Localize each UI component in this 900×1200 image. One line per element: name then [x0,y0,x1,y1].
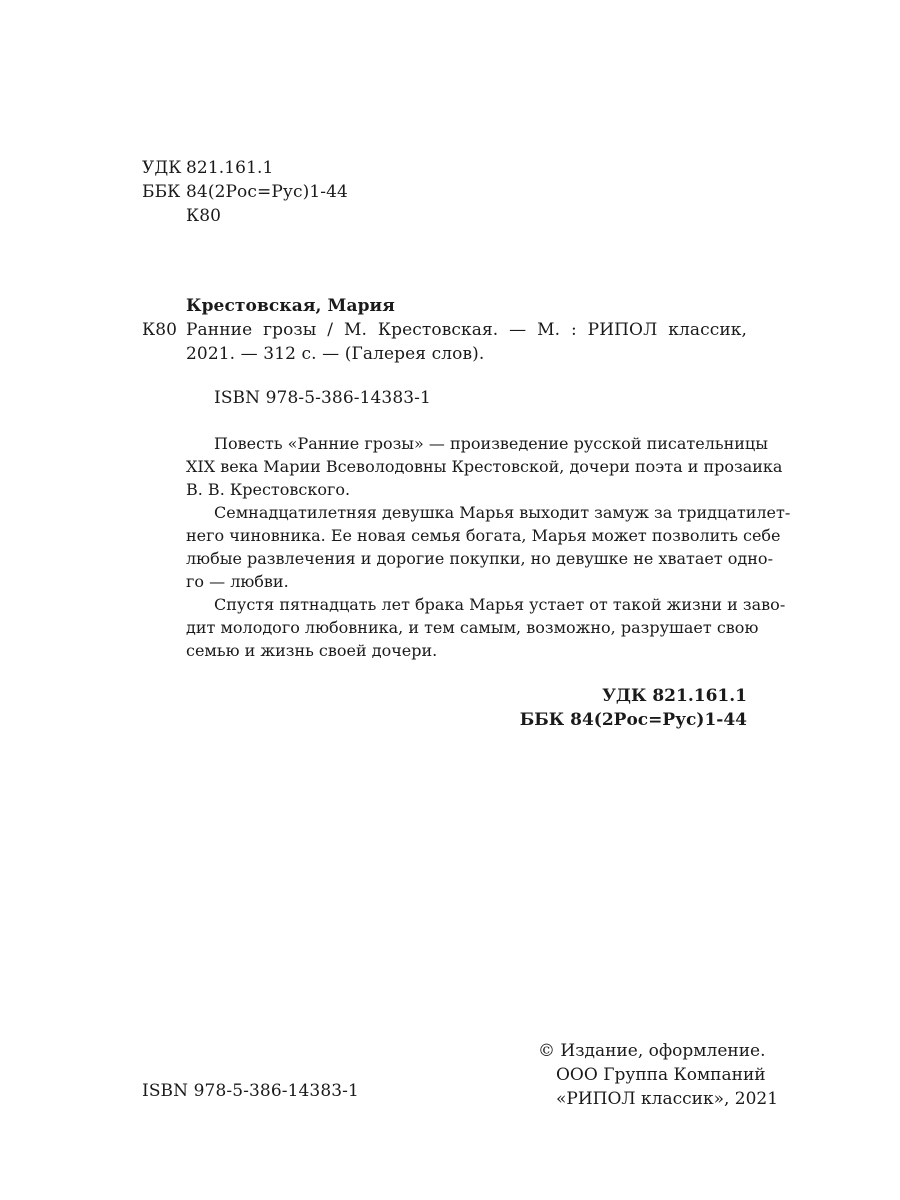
card-author-code: К80 [142,320,178,340]
copyright-block [538,1039,778,1111]
annotation-line: него чиновника. Ее новая семья богата, Марья может позволить себе [186,526,781,545]
annotation-line: Семнадцатилетняя девушка Марья выходит замуж за тридцатилет- [214,503,791,522]
udk-value: 821.161.1 [186,158,274,178]
annotation-line: дит молодого любовника, и тем самым, возможно, разрушает свою [186,618,759,637]
classification-codes-right [520,684,747,732]
card-title-line-1: Ранние грозы / М. Крестовская. — М. : РИПОЛ классик, [186,320,747,340]
annotation-line: семью и жизнь своей дочери. [186,641,438,660]
author-code: К80 [186,206,222,226]
udk-label: УДК [142,158,182,178]
annotation [186,432,791,662]
bbk-value: 84(2Рос=Рус)1-44 [186,182,348,202]
annotation-line: любые развлечения и дорогие покупки, но девушке не хватает одно- [186,549,773,568]
bbk-label: ББК [142,182,181,202]
annotation-line: го — любви. [186,572,289,591]
copyright-line-1: © Издание, оформление. [538,1041,766,1061]
annotation-line: В. В. Крестовского. [186,480,351,499]
udk-code-bold: УДК 821.161.1 [602,686,747,706]
card-title-line-2: 2021. — 312 с. — (Галерея слов). [186,344,485,364]
annotation-line: XIX века Марии Всеволодовны Крестовской, дочери поэта и прозаика [186,457,783,476]
bbk-code-bold: ББК 84(2Рос=Рус)1-44 [519,710,747,730]
card-author: Крестовская, Мария [186,296,395,316]
annotation-line: Спустя пятнадцать лет брака Марья устает от такой жизни и заво- [214,595,786,614]
card-isbn: ISBN 978-5-386-14383-1 [214,388,431,408]
copyright-line-3: «РИПОЛ классик», 2021 [556,1089,779,1109]
annotation-line: Повесть «Ранние грозы» — произведение русской писательницы [214,434,768,453]
copyright-line-2: ООО Группа Компаний [556,1065,766,1085]
footer-isbn: ISBN 978-5-386-14383-1 [142,1081,359,1101]
